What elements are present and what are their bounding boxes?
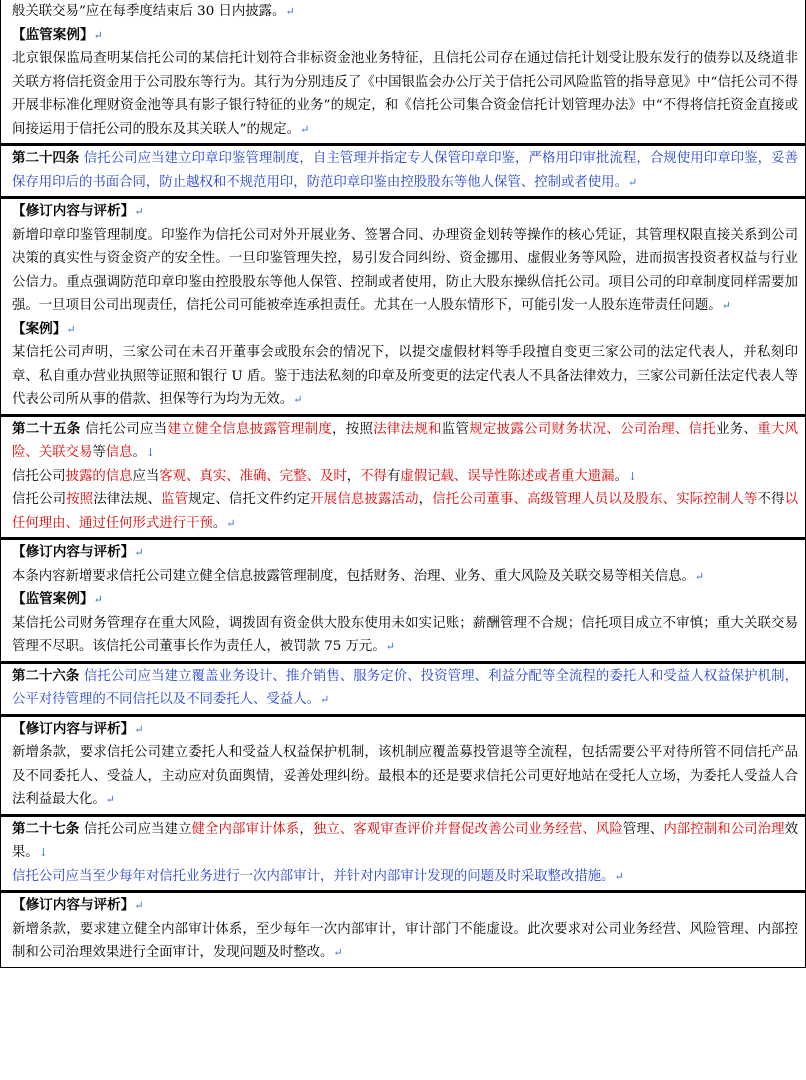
section-heading [12,718,798,742]
text-fragment: 重大风险、关联交易 [12,421,799,460]
article-number: 第二十七条 [12,820,80,837]
text-fragment: 规定、信托文件约定 [188,492,311,507]
body-paragraph [12,224,798,318]
paragraph-text: 某信托公司财务管理存在重大风险，调拨固有资金供大股东使用未如实记账；薪酬管理不合规；信托项目成立不审慎；重大关联交易管理不尽职。该信托公司董事长作为责任人，被罚款 75 万元。 [12,615,798,654]
paragraph-mark-icon: ↵ [333,946,343,959]
paragraph-mark-icon: ↵ [134,205,144,218]
paragraph-mark-icon: ↵ [293,393,303,406]
paragraph-mark-icon: ↵ [134,899,144,912]
body-paragraph [12,612,798,659]
text-fragment: 规定披露公司财务状况、公司治理、信托 [469,421,717,437]
paragraph-mark-icon: ↵ [319,693,330,706]
text-fragment: 披露的信息 [65,468,133,484]
text-fragment: 业务、 [716,421,758,437]
article-25 [0,415,806,539]
line-break-mark-icon: ↓ [38,846,48,859]
paragraph-text: 新增印章印鉴管理制度。印鉴作为信托公司对外开展业务、签署合同、办理资金划转等操作的核心凭证，其管理权限直接关系到公司决策的真实性与资金资产的安全性。一旦印鉴管理失控，易引发合同纠纷、资金挪用、虚假业务等风险，进而损害投资者权益与行业公信力。重点强调防范印章印鉴由控股股东等他人保管、控制或者使用，防止大股东操纵信托公司。项目公司的印章制度同样需要加强。一旦项目公司出现责任，信托公司可能被牵连承担责任。尤其在一人股东情形下，可能引发一人股东连带责任问题。 [12,227,798,313]
revision-analysis-24 [0,197,806,415]
text-fragment: 信托公司董事、高级管理人员以及股东、实际控制人等 [432,492,758,507]
article-body: 信托公司应当建立覆盖业务设计、推介销售、服务定价、投资管理、利益分配等全流程的委托人和受益人权益保护机制，公平对待管理的不同信托以及不同委托人、受益人。 [12,668,798,707]
paragraph-mark-icon: ↵ [285,5,295,18]
article-text [12,818,798,865]
body-paragraph [12,565,798,589]
section-heading [12,24,798,48]
heading-text: 【案例】 [12,320,67,337]
article-24 [0,144,806,197]
section-heading [12,200,798,224]
text-fragment: 客观、真实、准确、完整、及时 [159,468,347,484]
article-26 [0,662,806,715]
case-block-regulatory [0,0,806,144]
text-fragment: 健全内部审计体系 [191,821,300,837]
paragraph-mark-icon: ↵ [134,546,144,559]
paragraph-mark-icon: ↵ [93,593,103,606]
section-heading [12,894,798,918]
body-paragraph [12,341,798,412]
body-paragraph [12,47,798,141]
paragraph-mark-icon: ↵ [300,122,310,136]
article-text [12,418,798,465]
paragraph-mark-icon: ↵ [134,722,144,736]
section-heading [12,541,798,565]
section-heading [12,588,798,612]
text-fragment: 内部控制和公司治理 [663,821,785,837]
text-fragment: 有 [386,468,401,484]
line-break-mark-icon: ↓ [145,446,156,459]
body-paragraph [12,741,798,812]
text-fragment: ， [418,492,433,507]
text-fragment: 以任何理由、通过任何形式进行干预 [12,492,799,531]
text-fragment: 虚假记载、误导性陈述或者重大遗漏 [400,468,615,484]
text-fragment: 效果。 [12,821,799,860]
body-paragraph [12,918,798,965]
paragraph-mark-icon: ↵ [66,322,76,336]
text-fragment: 应当 [132,468,160,484]
text-fragment: 般关联交易”应在每季度结束后 30 日内披露。 [12,4,286,19]
paragraph-mark-icon: ↵ [627,175,638,189]
text-fragment: 监管 [161,492,189,507]
heading-text: 【修订内容与评析】 [12,544,135,560]
text-fragment: 建立健全信息披露管理制度 [167,421,333,437]
paragraph-mark-icon: ↵ [614,869,624,883]
paragraph-mark-icon: ↵ [721,299,731,312]
article-27 [0,815,806,892]
paragraph-text: 新增条款，要求信托公司建立委托人和受益人权益保护机制，该机制应覆盖募投管退等全流程，包括需要公平对待所管不同信托产品及不同委托人、受益人，主动应对负面舆情，妥善处理纠纷。最根本的还是要求信托公司更好地站在受托人立场，为委托人受益人合法利益最大化。 [12,745,798,807]
paragraph-text: 新增条款，要求建立健全内部审计体系，至少每年一次内部审计，审计部门不能虚设。此次要求对公司业务经营、风险管理、内部控制和公司治理效果进行全面审计，发现问题及时整改。 [12,921,798,960]
paragraph-mark-icon: ↵ [385,640,395,653]
line-break-mark-icon: ↓ [627,469,638,483]
text-fragment: 开展信息披露活动 [310,492,419,507]
text-fragment: 信息 [105,445,133,460]
article-number: 第二十四条 [12,150,80,166]
article-text [12,147,798,194]
text-fragment: ，按照 [332,421,374,437]
text-fragment: 信托公司 [12,492,67,507]
text-fragment: ， [346,468,361,484]
heading-text: 【修订内容与评析】 [12,897,135,913]
text-fragment: 不得 [360,468,387,484]
revision-analysis-27 [0,891,806,968]
article-text [12,665,798,712]
article-body: 信托公司应当至少每年对信托业务进行一次内部审计，并针对内部审计发现的问题及时采取整改措施。 [12,868,615,884]
text-fragment: 监管 [441,421,470,437]
article-text [12,465,798,489]
heading-text: 【监管案例】 [12,591,94,607]
paragraph-mark-icon: ↵ [694,569,705,583]
article-text [12,865,798,889]
text-fragment: 。 [614,468,628,484]
text-fragment: 信托公司 [12,468,66,484]
text-fragment: 独立、客观审查评价并督促改善公司业务经营、风险 [312,821,623,837]
section-heading [12,318,798,342]
text-fragment: 。 [132,445,146,460]
paragraph-mark-icon: ↵ [93,28,103,42]
heading-text: 【监管案例】 [12,26,94,43]
paragraph-text: 本条内容新增要求信托公司建立健全信息披露管理制度，包括财务、治理、业务、重大风险及关联交易等相关信息。 [12,568,695,584]
paragraph-mark-icon: ↵ [226,516,236,530]
text-fragment: 法律法规、 [93,492,162,507]
text-line [12,0,798,24]
text-fragment: 按照 [66,492,94,507]
article-number: 第二十五条 [12,420,81,437]
heading-text: 【修订内容与评析】 [12,203,135,219]
text-fragment: 信托公司应当建立 [79,821,192,837]
paragraph-text: 某信托公司声明，三家公司在未召开董事会或股东会的情况下，以提交虚假材料等手段擅自变更三家公司的法定代表人，并私刻印章、私自重办营业执照等证照和银行 U 盾。鉴于违法私刻的印章及所变更的法定代表人不具备法律效力，三家公司新任法定代表人等代表公司所从事的借款、担保等行为均为无效。 [12,345,798,407]
text-fragment: 。 [212,515,227,531]
text-fragment: 管理、 [622,821,664,837]
text-fragment: ， [299,821,313,837]
article-body: 信托公司应当建立印章印鉴管理制度，自主管理并指定专人保管印章印鉴，严格用印审批流程，合规使用印章印鉴，妥善保存用印后的书面合同，防止越权和不规范用印，防范印章印鉴由控股股东等他人保管、控制或者使用。 [12,151,798,190]
article-number: 第二十六条 [12,667,80,684]
revision-analysis-25 [0,538,806,662]
text-fragment: 法律法规和 [373,421,442,437]
text-fragment: 不得 [757,492,785,507]
text-fragment: 等 [92,445,106,460]
text-fragment: 信托公司应当 [80,421,168,437]
heading-text: 【修订内容与评析】 [12,720,135,737]
article-text [12,488,798,535]
paragraph-mark-icon: ↵ [105,793,115,806]
revision-analysis-26 [0,715,806,815]
paragraph-text: 北京银保监局查明某信托公司的某信托计划符合非标资金池业务特征，且信托公司存在通过信托计划受让股东发行的债券以及绕道非关联方将信托资金用于公司股东等行为。其行为分别违反了《中国银监会办公厅关于信托公司风险监管的指导意见》中“信托公司不得开展非标准化理财资金池等具有影子银行特征的业务”的规定，和《信托公司集合资金信托计划管理办法》中“不得将信托资金直接或间接运用于信托公司的股东及其关联人”的规定。 [12,51,798,137]
